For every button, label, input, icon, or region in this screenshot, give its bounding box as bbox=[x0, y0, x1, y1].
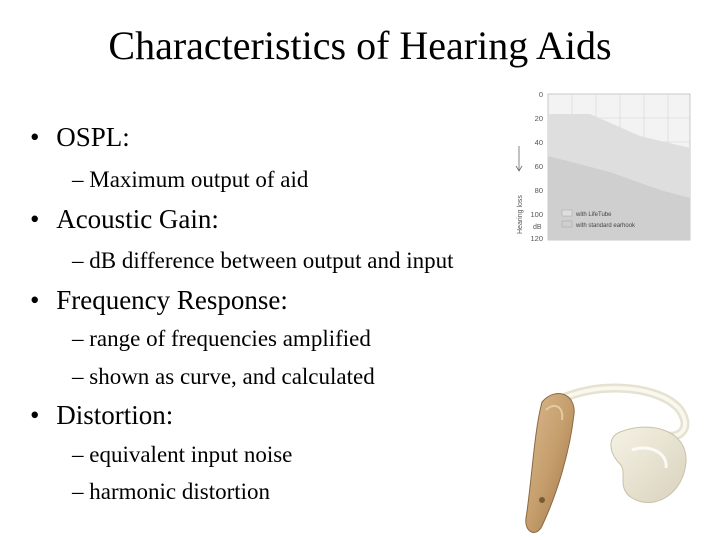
sub-bullet: – dB difference between output and input bbox=[72, 248, 454, 273]
hearing-aid-image bbox=[520, 380, 700, 540]
tick-label: 20 bbox=[534, 114, 543, 123]
legend-label: with standard earhook bbox=[576, 223, 636, 229]
sub-bullet: – equivalent input noise bbox=[72, 442, 293, 467]
bullet-marker: • bbox=[30, 285, 40, 315]
bullet-label: OSPL: bbox=[56, 122, 130, 152]
bullet-distortion bbox=[30, 400, 173, 431]
tick-label: 60 bbox=[534, 162, 543, 171]
bullet-label: Distortion: bbox=[56, 400, 174, 430]
tick-label: 0 bbox=[538, 90, 543, 99]
bullet-marker: • bbox=[30, 204, 40, 234]
sub-bullet: – Maximum output of aid bbox=[72, 167, 309, 192]
tick-label: 40 bbox=[534, 138, 543, 147]
sub-bullet: – harmonic distortion bbox=[72, 479, 271, 504]
bullet-marker: • bbox=[30, 122, 40, 152]
unit-label: dB bbox=[533, 224, 542, 231]
bullet-acoustic-gain bbox=[30, 204, 219, 235]
slide-title: Characteristics of Hearing Aids bbox=[108, 23, 612, 68]
tick-label: 100 bbox=[530, 210, 543, 219]
bullet-label: Acoustic Gain: bbox=[56, 204, 219, 234]
bullet-label: Frequency Response: bbox=[56, 285, 288, 315]
bullet-ospl bbox=[30, 122, 130, 153]
legend-label: with LifeTube bbox=[576, 212, 612, 218]
tick-label: 120 bbox=[530, 234, 543, 243]
legend-swatch-lifetube bbox=[562, 210, 572, 216]
y-axis-label: Hearing loss bbox=[517, 195, 524, 234]
bullet-marker: • bbox=[30, 400, 40, 430]
legend-swatch-earhook bbox=[562, 221, 572, 227]
tick-label: 80 bbox=[534, 186, 543, 195]
sub-bullet: – shown as curve, and calculated bbox=[72, 364, 375, 389]
sub-bullet: – range of frequencies amplified bbox=[72, 326, 371, 351]
audiogram-image bbox=[510, 86, 698, 244]
bullet-frequency-response bbox=[30, 285, 288, 316]
volume-dial-icon bbox=[539, 497, 545, 503]
